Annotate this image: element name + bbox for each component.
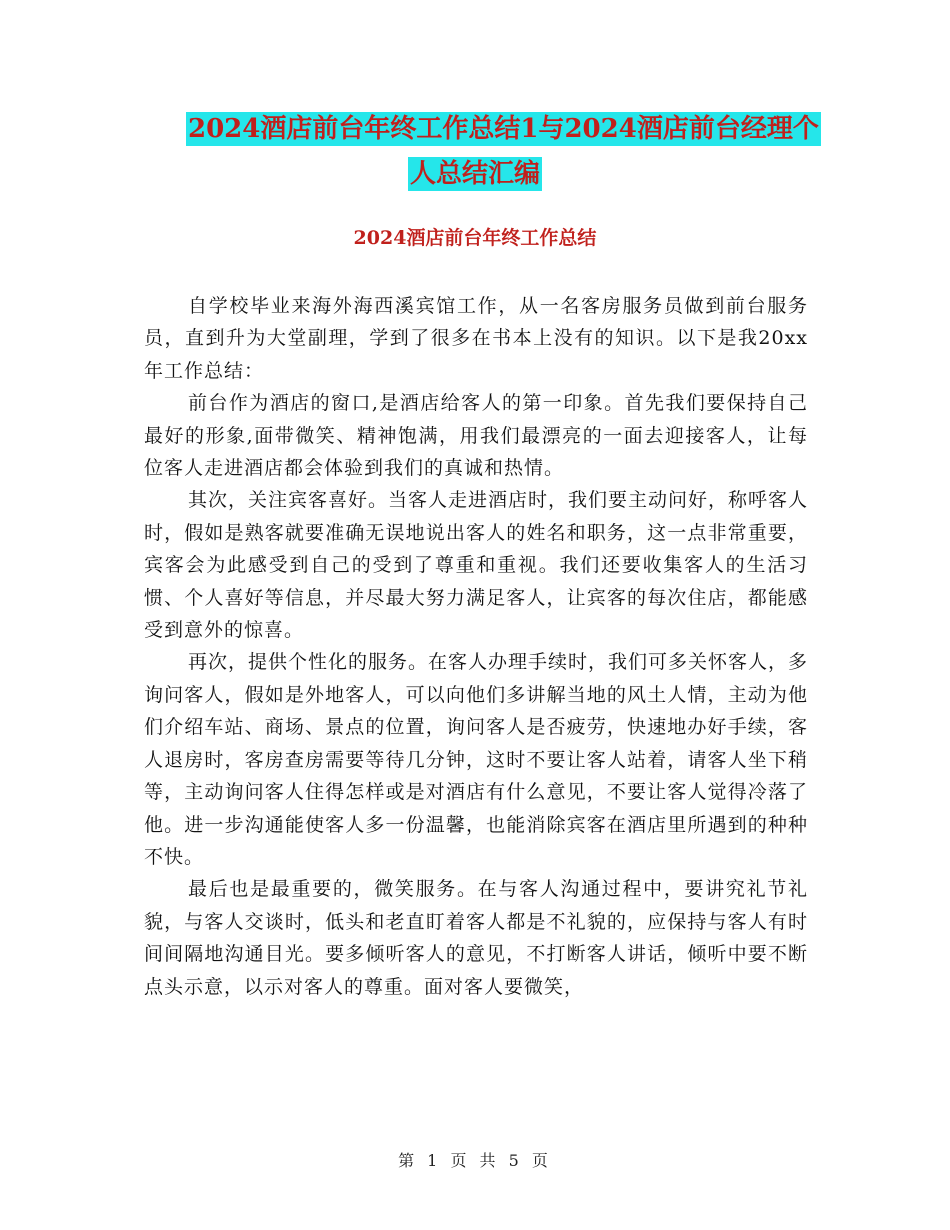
document-body xyxy=(144,290,808,1003)
page-number-footer: 第 1 页 共 5 页 xyxy=(398,1151,552,1170)
title-line-2: 人总结汇编 xyxy=(410,159,541,189)
title-line-1: 2024酒店前台年终工作总结1与2024酒店前台经理个 xyxy=(188,114,819,144)
paragraph-1: 自学校毕业来海外海西溪宾馆工作，从一名客房服务员做到前台服务员，直到升为大堂副理，学到了很多在书本上没有的知识。以下是我20xx年工作总结： xyxy=(144,295,808,382)
paragraph-5: 最后也是最重要的，微笑服务。在与客人沟通过程中，要讲究礼节礼貌，与客人交谈时，低头和老直盯着客人都是不礼貌的，应保持与客人有时间间隔地沟通目光。要多倾听客人的意见，不打断客人讲话，倾听中要不断点头示意，以示对客人的尊重。面对客人要微笑， xyxy=(144,878,808,998)
section-heading: 2024酒店前台年终工作总结 xyxy=(353,227,597,249)
paragraph-2: 前台作为酒店的窗口,是酒店给客人的第一印象。首先我们要保持自己最好的形象,面带微笑、精神饱满，用我们最漂亮的一面去迎接客人，让每位客人走进酒店都会体验到我们的真诚和热情。 xyxy=(144,392,808,480)
paragraph-3: 其次，关注宾客喜好。当客人走进酒店时，我们要主动问好，称呼客人时，假如是熟客就要准确无误地说出客人的姓名和职务，这一点非常重要，宾客会为此感受到自己的受到了尊重和重视。我们还要收集客人的生活习惯、个人喜好等信息，并尽最大努力满足客人，让宾客的每次住店，都能感受到意外的惊喜。 xyxy=(144,489,809,642)
paragraph-4: 再次，提供个性化的服务。在客人办理手续时，我们可多关怀客人，多询问客人，假如是外地客人，可以向他们多讲解当地的风土人情，主动为他们介绍车站、商场、景点的位置，询问客人是否疲劳，快速地办好手续，客人退房时，客房查房需要等待几分钟，这时不要让客人站着，请客人坐下稍等，主动询问客人住得怎样或是对酒店有什么意见，不要让客人觉得冷落了他。进一步沟通能使客人多一份温馨，也能消除宾客在酒店里所遇到的种种不快。 xyxy=(144,651,809,868)
